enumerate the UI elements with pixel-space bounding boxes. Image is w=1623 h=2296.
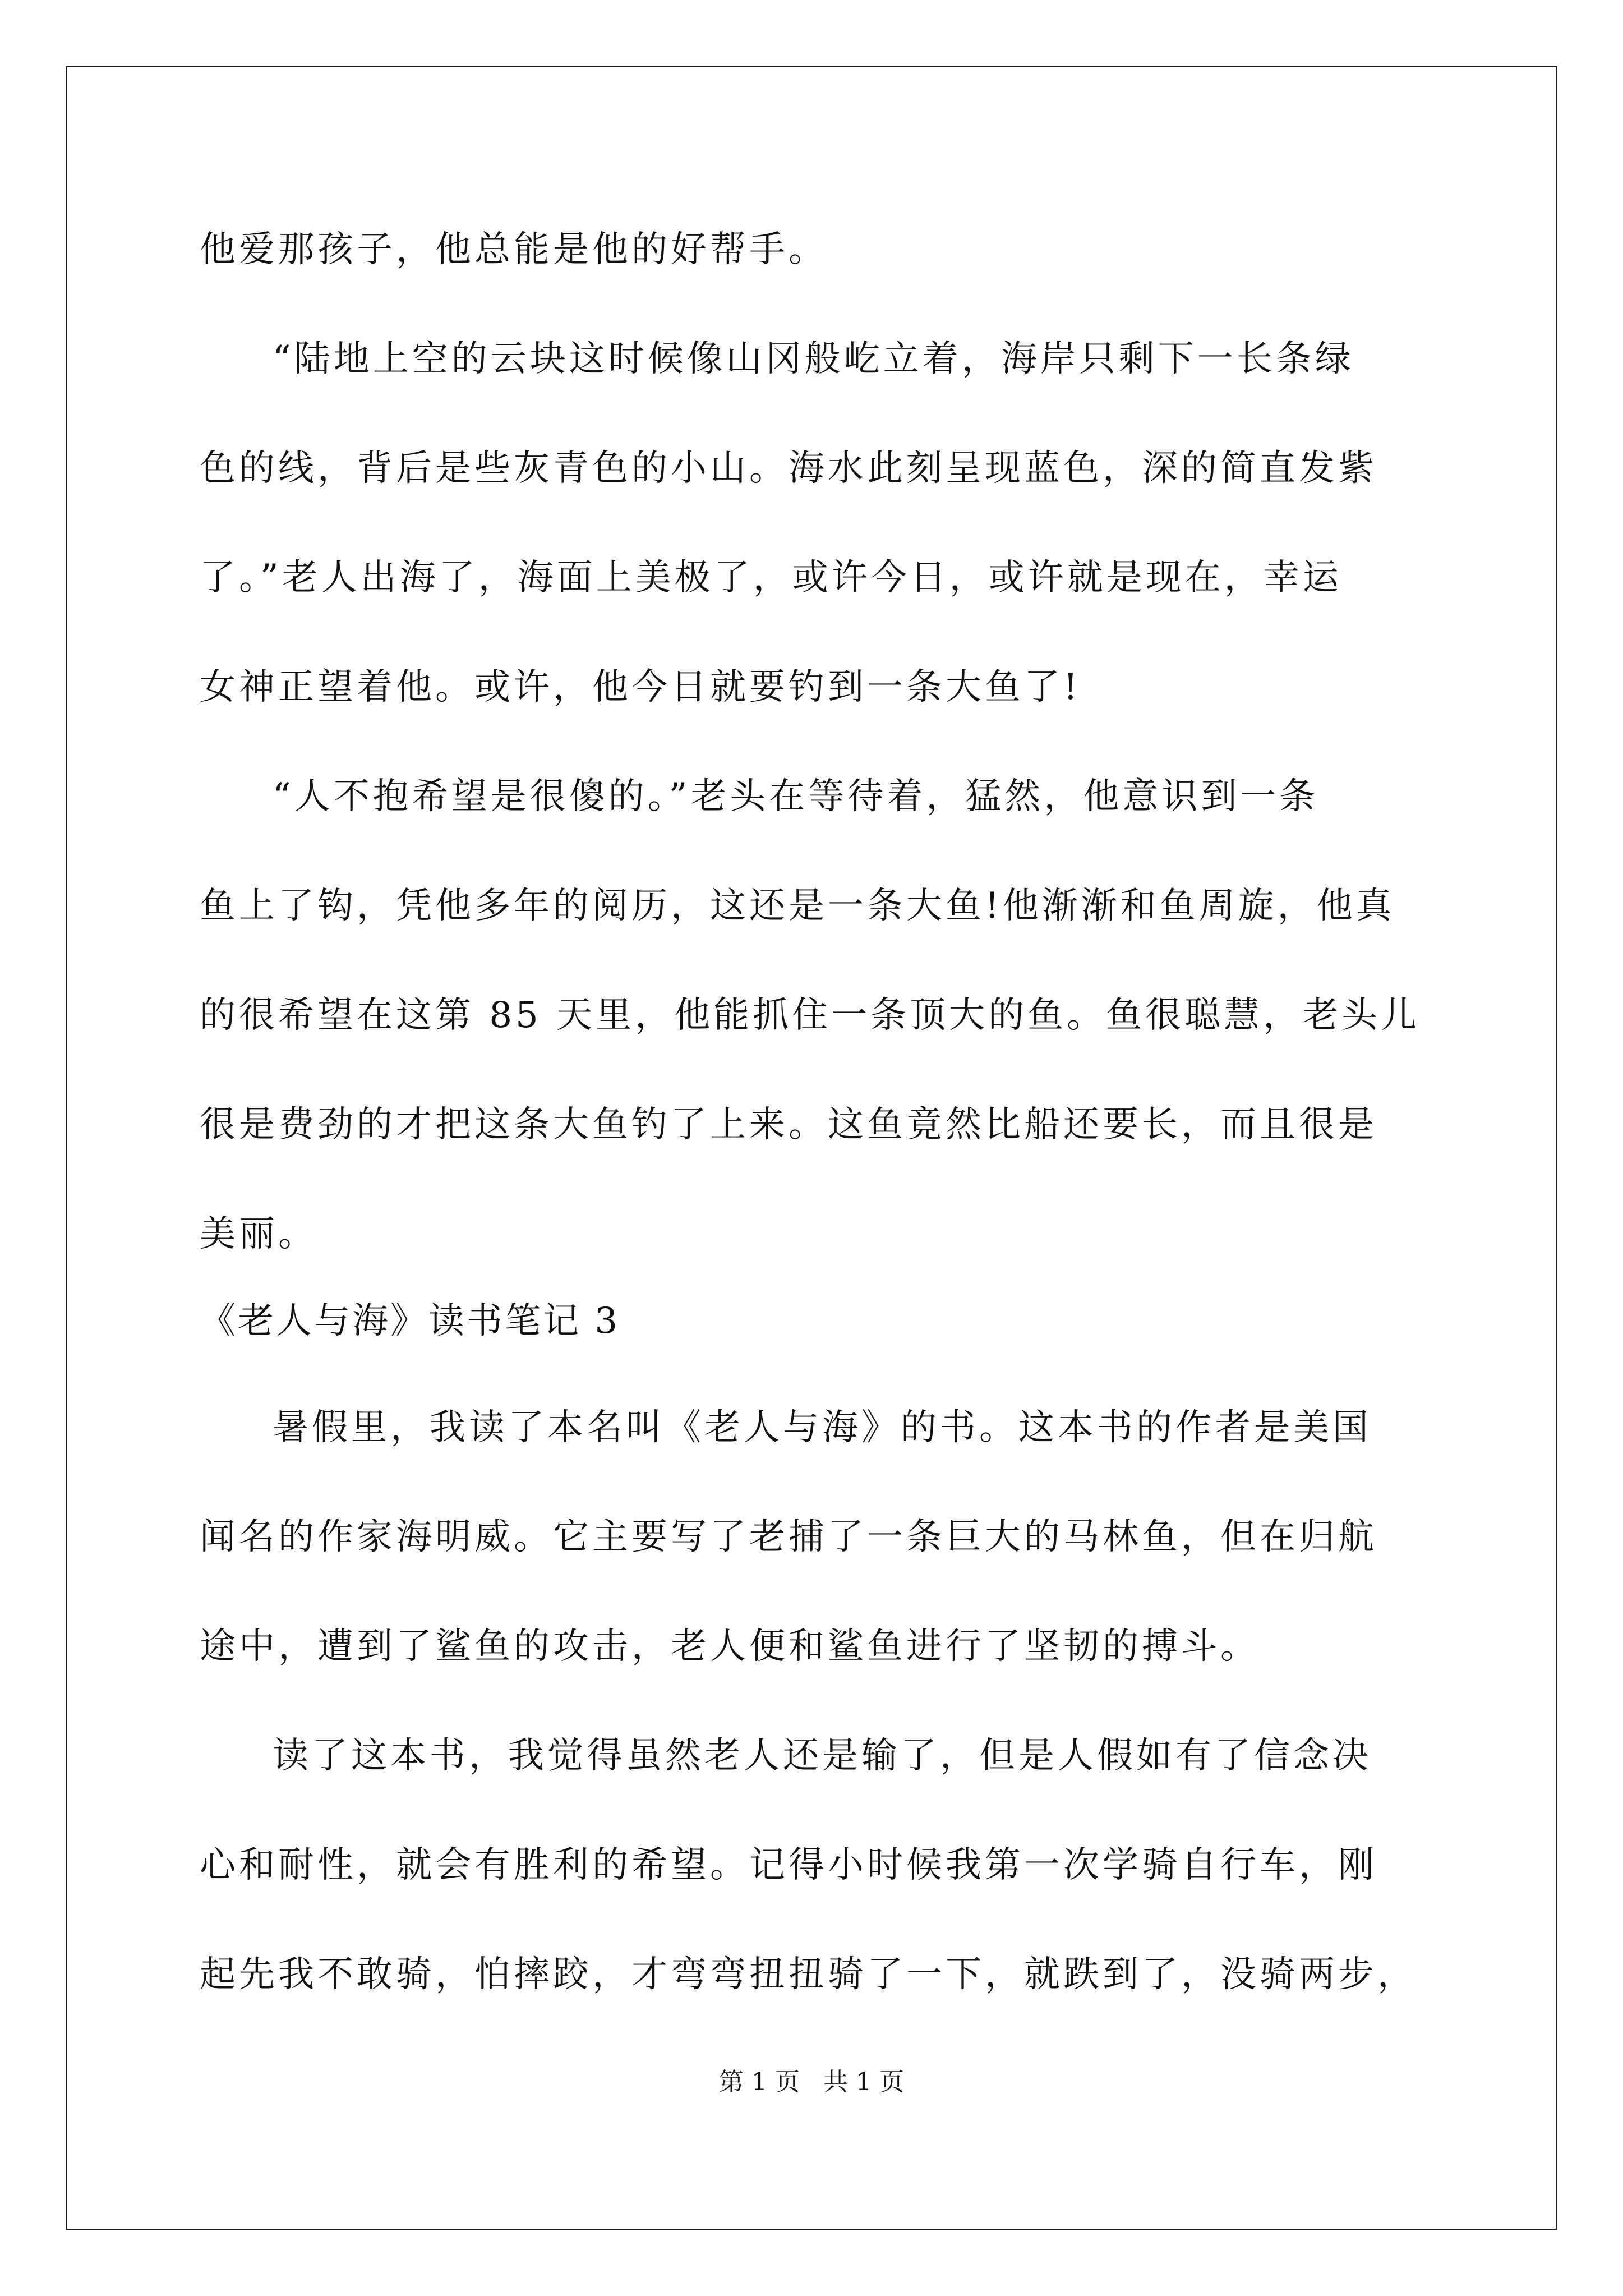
text-line: 暑假里，我读了本名叫《老人与海》的书。这本书的作者是美国	[273, 1407, 1372, 1448]
text-line: 他爱那孩子，他总能是他的好帮手。	[200, 229, 828, 270]
text-line: 了。”老人出海了，海面上美极了，或许今日，或许就是现在，幸运	[200, 557, 1342, 599]
text-line: 美丽。	[200, 1213, 317, 1255]
text-line: 途中，遭到了鲨鱼的攻击，老人便和鲨鱼进行了坚韧的搏斗。	[200, 1626, 1260, 1667]
text-line: 心和耐性，就会有胜利的希望。记得小时候我第一次学骑自行车，刚	[200, 1844, 1377, 1886]
text-line: 色的线，背后是些灰青色的小山。海水此刻呈现蓝色，深的简直发紫	[200, 448, 1377, 489]
text-line: 女神正望着他。或许，他今日就要钓到一条大鱼了!	[200, 666, 1081, 708]
section-heading: 《老人与海》读书笔记 3	[200, 1300, 620, 1342]
text-line: 的很希望在这第 85 天里，他能抓住一条顶大的鱼。鱼很聪慧，老头儿	[200, 995, 1421, 1036]
text-line: 起先我不敢骑，怕摔跤，才弯弯扭扭骑了一下，就跌到了，没骑两步，	[200, 1954, 1417, 1995]
page-footer: 第 1 页 共 1 页	[719, 2068, 904, 2096]
text-line: “人不抱希望是很傻的。”老头在等待着，猛然，他意识到一条	[273, 776, 1319, 817]
text-line: 读了这本书，我觉得虽然老人还是输了，但是人假如有了信念决	[273, 1735, 1372, 1777]
text-line: “陆地上空的云块这时候像山冈般屹立着，海岸只剩下一长条绿	[273, 338, 1354, 380]
text-line: 闻名的作家海明威。它主要写了老捕了一条巨大的马林鱼，但在归航	[200, 1516, 1377, 1558]
text-line: 鱼上了钩，凭他多年的阅历，这还是一条大鱼!他渐渐和鱼周旋，他真	[200, 885, 1395, 927]
text-line: 很是费劲的才把这条大鱼钓了上来。这鱼竟然比船还要长，而且很是	[200, 1104, 1377, 1145]
